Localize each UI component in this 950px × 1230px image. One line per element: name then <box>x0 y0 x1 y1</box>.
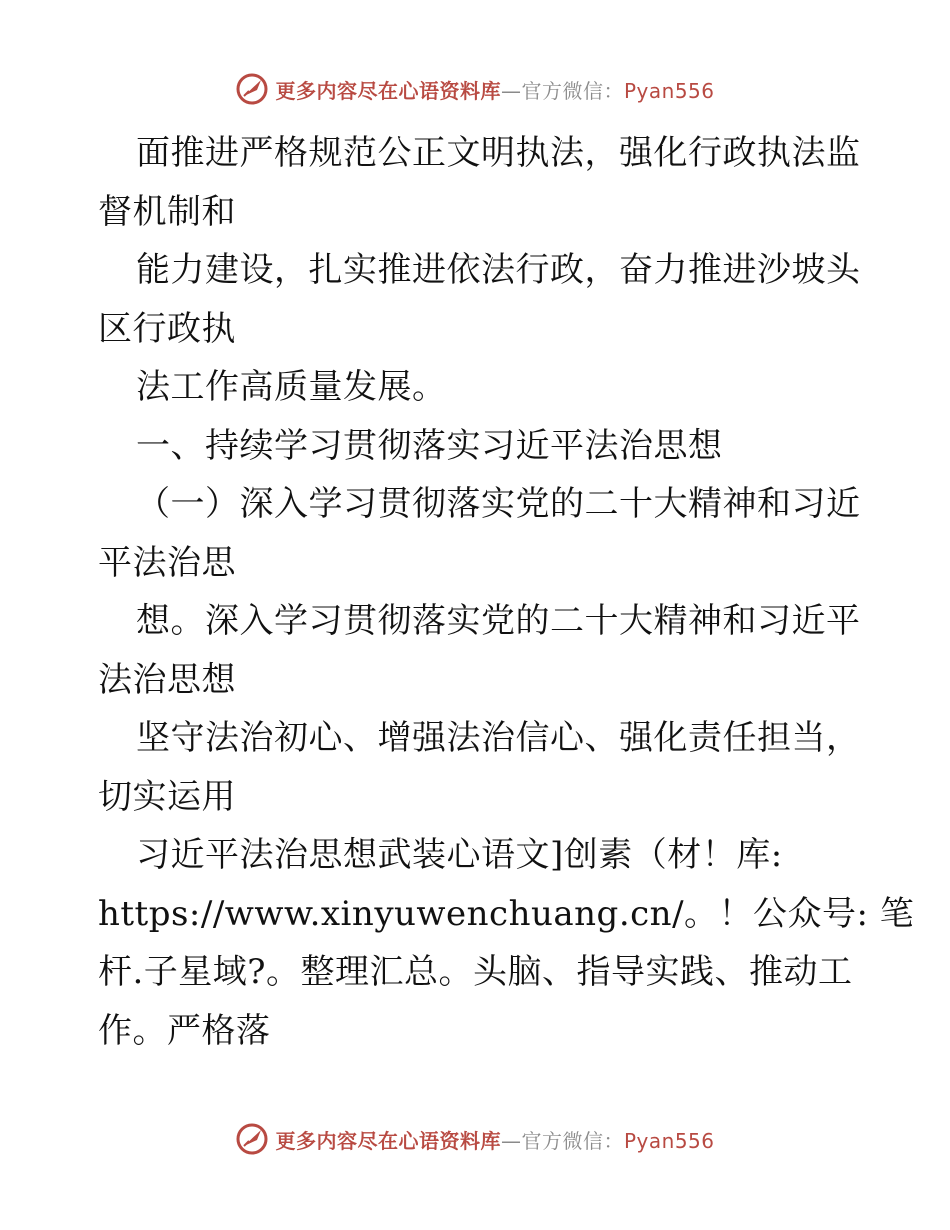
body-line: 杆.子星域?。整理汇总。头脑、指导实践、推动工 <box>98 952 853 992</box>
body-line: 面推进严格规范公正文明执法，强化行政执法监 <box>136 133 861 173</box>
body-line: 切实运用 <box>98 776 236 817</box>
banner-brand: 更多内容尽在心语资料库 <box>275 78 501 103</box>
banner-wechat-id: Pyan556 <box>623 1128 715 1153</box>
body-line: 督机制和 <box>98 191 236 232</box>
banner-separator: — <box>500 1128 522 1153</box>
banner-wechat-label: 官方微信： <box>521 78 624 103</box>
body-line: 法工作高质量发展。 <box>136 367 447 407</box>
banner-wechat-label: 官方微信： <box>521 1128 624 1153</box>
banner-brand: 更多内容尽在心语资料库 <box>275 1128 501 1153</box>
body-line: 平法治思 <box>98 542 236 583</box>
quill-logo-icon <box>235 72 269 106</box>
body-line: 习近平法治思想武装心语文]创素（材！库: <box>136 835 783 875</box>
body-line-url: https://www.xinyuwenchuang.cn/。！公众号: 笔 <box>98 893 915 934</box>
quill-logo-icon <box>235 1122 269 1156</box>
banner-separator: — <box>500 78 522 103</box>
document-body <box>98 124 915 1060</box>
header-banner <box>0 72 950 106</box>
body-line: 法治思想 <box>98 659 236 700</box>
body-line: 坚守法治初心、增强法治信心、强化责任担当， <box>136 718 861 758</box>
subsection-heading: （一）深入学习贯彻落实党的二十大精神和习近 <box>136 484 861 524</box>
banner-text <box>275 75 714 104</box>
body-line: 能力建设，扎实推进依法行政，奋力推进沙坡头 <box>136 250 861 290</box>
body-line: 作。严格落 <box>98 1010 271 1051</box>
banner-text <box>275 1125 714 1154</box>
footer-banner <box>0 1122 950 1156</box>
section-heading: 一、持续学习贯彻落实习近平法治思想 <box>136 425 723 466</box>
body-line: 区行政执 <box>98 308 236 349</box>
banner-wechat-id: Pyan556 <box>623 78 715 103</box>
body-line: 想。深入学习贯彻落实党的二十大精神和习近平 <box>136 601 861 641</box>
